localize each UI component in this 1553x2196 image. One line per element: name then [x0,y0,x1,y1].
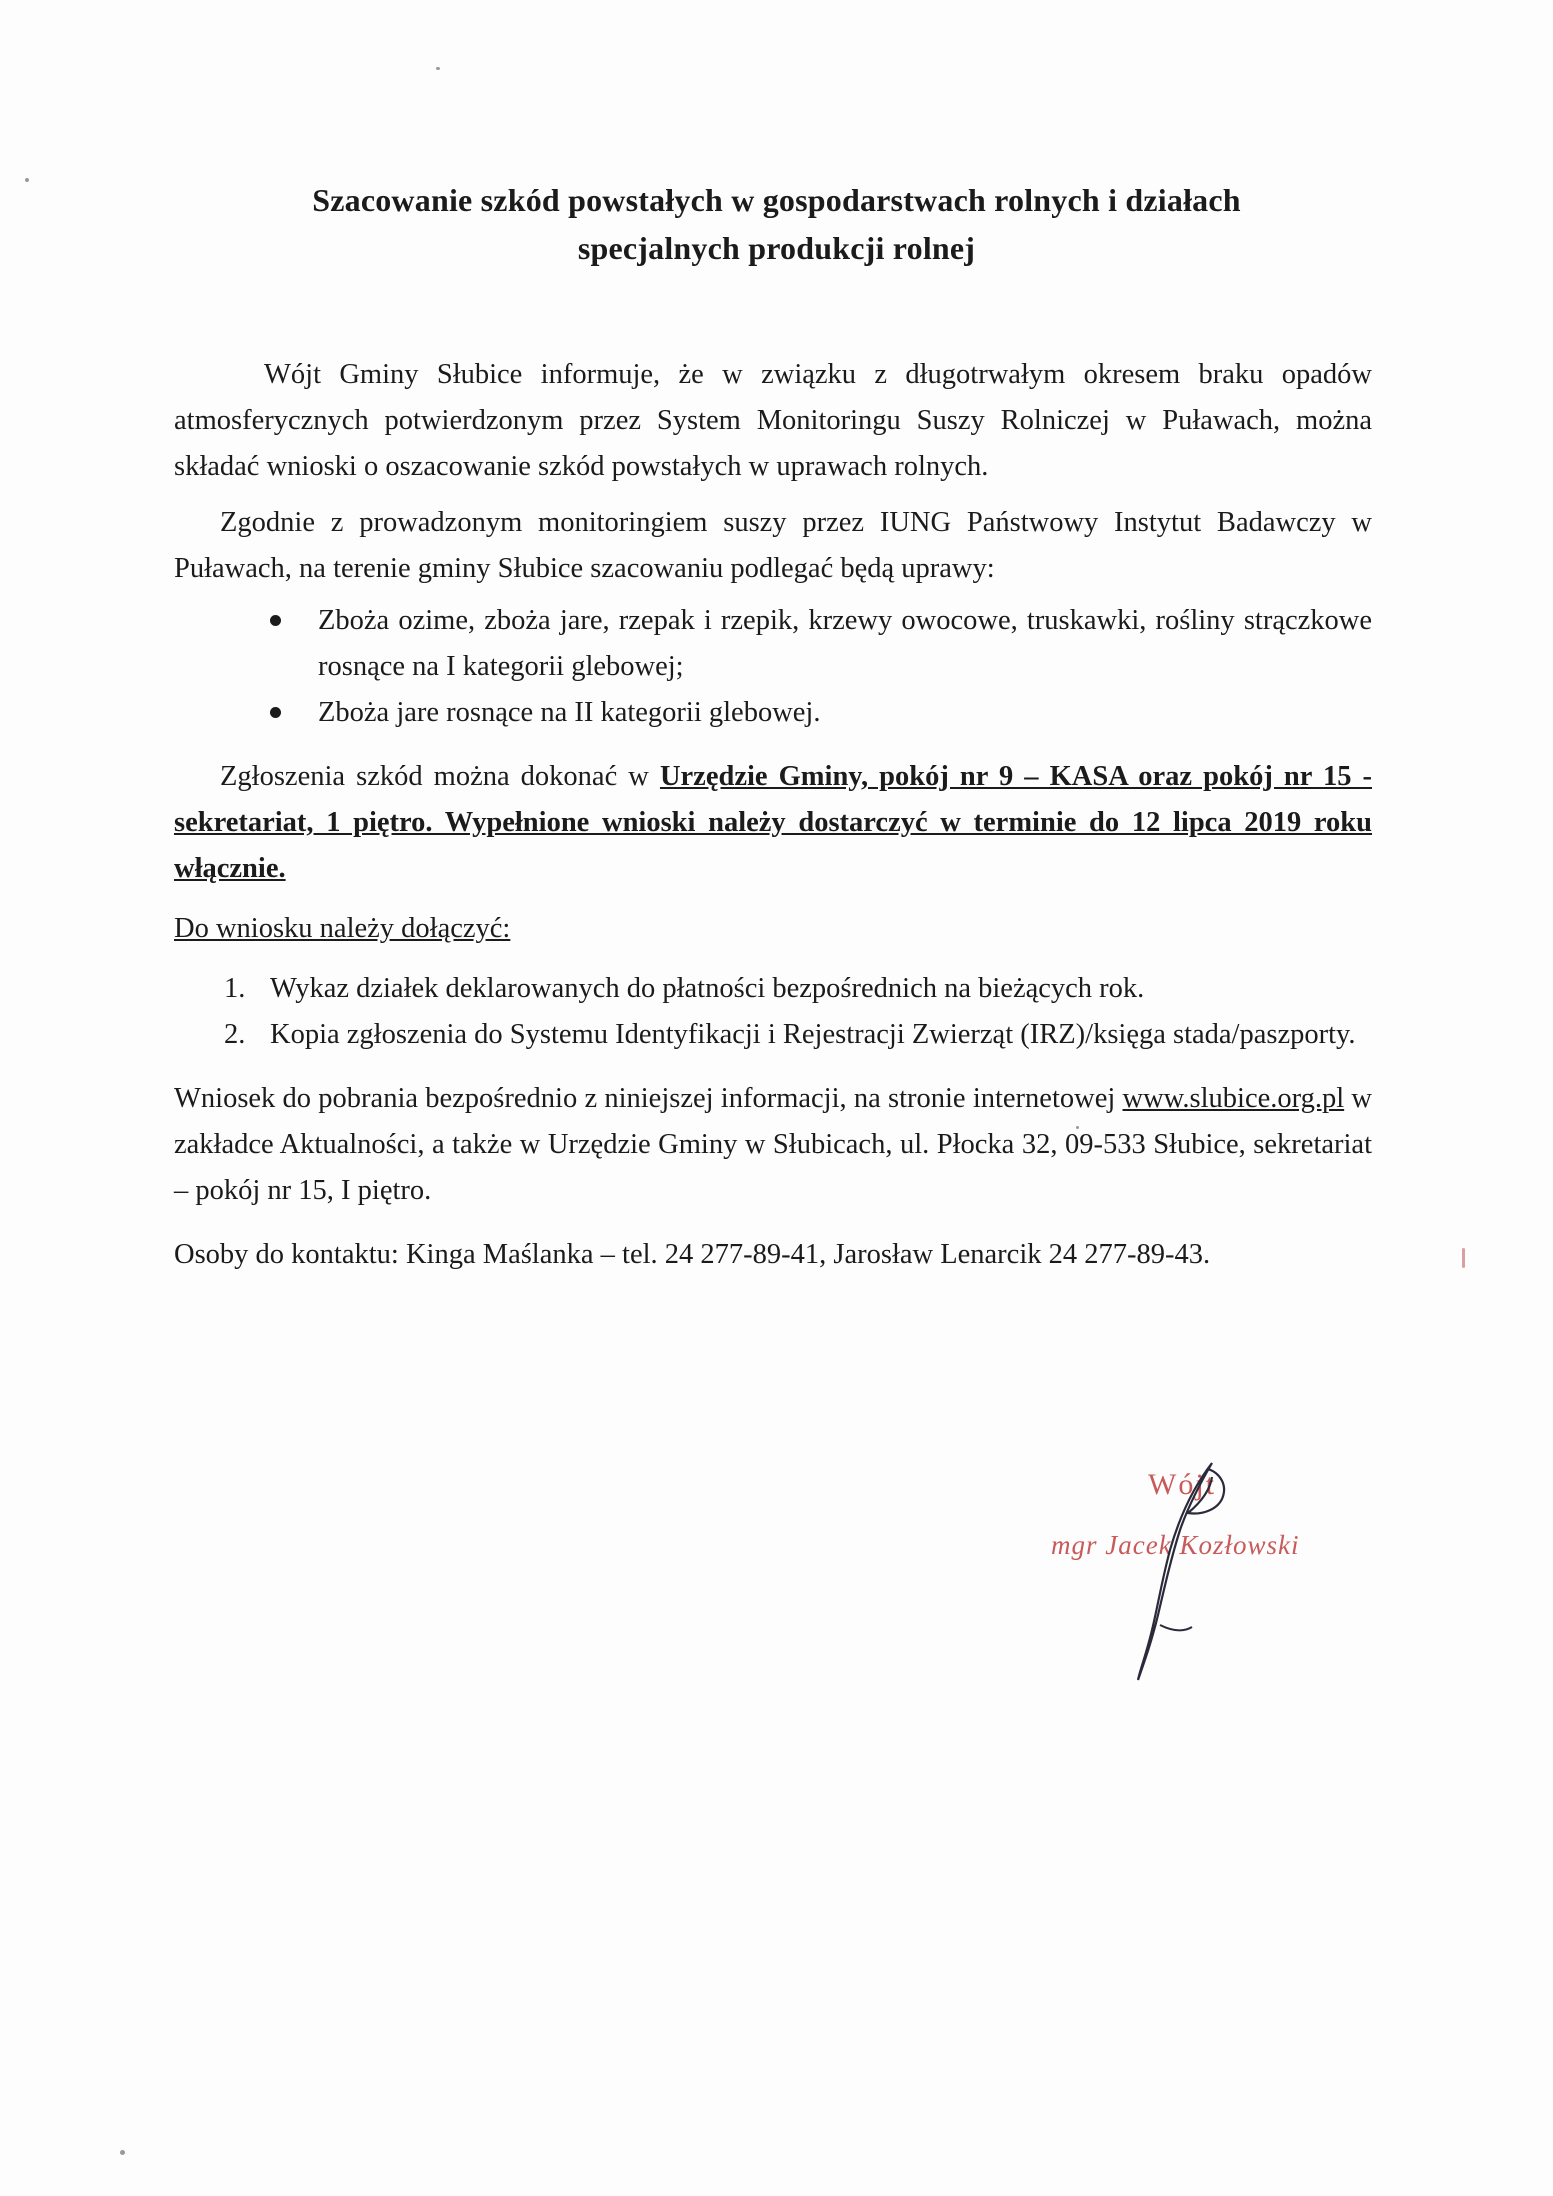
contacts-paragraph: Osoby do kontaktu: Kinga Maślanka – tel. 24 277-89-41, Jarosław Lenarcik 24 277-89-43. [174,1239,1211,1270]
stamp-name: mgr Jacek Kozłowski [1051,1530,1300,1560]
attachment-text: Kopia zgłoszenia do Systemu Identyfikacji i Rejestracji Zwierząt (IRZ)/księga stada/paszporty. [270,1019,1356,1050]
monitoring-paragraph: Zgodnie z prowadzonym monitoringiem suszy przez IUNG Państwowy Instytut Badawczy w Puławach, na terenie gminy Słubice szacowaniu podlegać będą uprawy: [174,507,1372,584]
scan-speck [1076,1126,1079,1129]
list-item [264,598,1372,690]
bullet-icon [270,615,281,626]
stamp-title: Wójt [1148,1468,1216,1501]
title-line-2: specjalnych produkcji rolnej [577,230,976,266]
submission-details: Urzędzie Gminy, pokój nr 9 – KASA oraz pokój nr 15 - sekretariat, 1 piętro. Wypełnione wnioski należy dostarczyć w terminie do 12 lipca 2019 roku włącznie. [174,761,1372,884]
download-paragraph [174,1076,1372,1214]
download-suffix: w zakładce Aktualności, a także w Urzędzie Gminy w Słubicach, ul. Płocka 32, 09-533 Słubice, sekretariat – pokój nr 15, I piętro. [174,1083,1372,1206]
scan-speck [1462,1248,1465,1268]
attachments-heading [174,906,1372,952]
attachments-heading-text: Do wniosku należy dołączyć: [174,913,511,944]
scan-speck [25,178,29,182]
crops-list [174,598,1372,736]
list-item [224,966,1372,1012]
intro-paragraph: Wójt Gminy Słubice informuje, że w związku z długotrwałym okresem braku opadów atmosferycznych potwierdzonym przez System Monitoringu Suszy Rolniczej w Puławach, można składać wnioski o oszacowanie szkód powstałych w uprawach rolnych. [174,359,1372,482]
bullet-icon [270,707,281,718]
signature-icon [1100,1455,1250,1695]
crop-text: Zboża jare rosnące na II kategorii glebowej. [318,697,821,728]
website-link[interactable]: www.slubice.org.pl [1122,1083,1345,1114]
scan-speck [120,2150,125,2155]
submission-prefix: Zgłoszenia szkód można dokonać w [220,761,660,792]
title-line-1: Szacowanie szkód powstałych w gospodarstwach rolnych i działach [312,182,1241,218]
crop-text: Zboża ozime, zboża jare, rzepak i rzepik, krzewy owocowe, truskawki, rośliny strączkowe rosnące na I kategorii glebowej; [318,605,1372,682]
list-number: 1. [224,973,246,1004]
scan-speck [436,67,440,70]
submission-paragraph [174,754,1372,892]
document-title [140,176,1413,272]
download-prefix: Wniosek do pobrania bezpośrednio z niniejszej informacji, na stronie internetowej [174,1083,1123,1114]
list-item [224,1012,1372,1058]
attachment-text: Wykaz działek deklarowanych do płatności bezpośrednich na bieżących rok. [270,973,1145,1004]
document-body [174,352,1372,1278]
list-number: 2. [224,1019,246,1050]
list-item [264,690,1372,736]
attachments-list [174,966,1372,1058]
